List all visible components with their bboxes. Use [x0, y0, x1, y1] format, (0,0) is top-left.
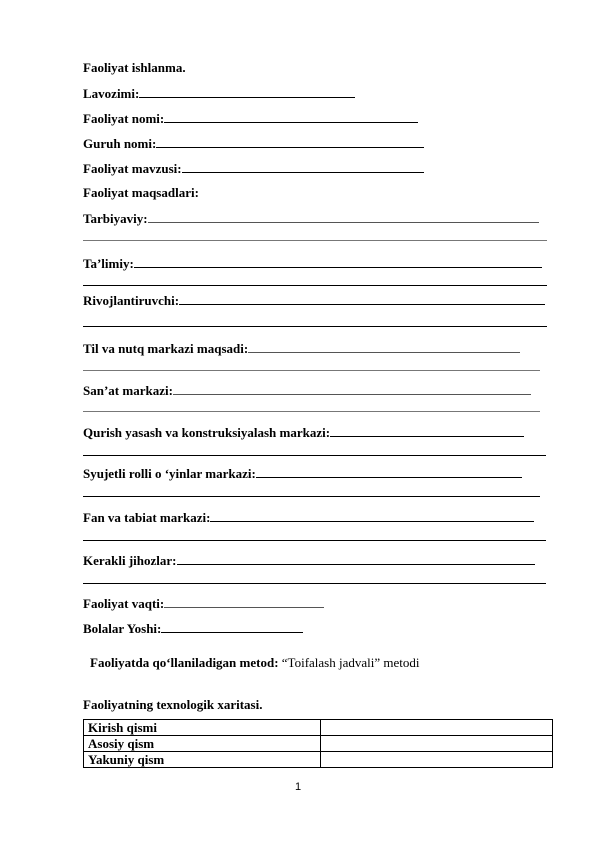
qurish-blank[interactable] — [330, 424, 524, 437]
method-value: “Toifalash jadvali” metodi — [281, 655, 420, 670]
fan-va-tabiat-label: Fan va tabiat markazi: — [83, 510, 211, 525]
fan-va-tabiat-continuation-line[interactable] — [83, 540, 546, 541]
talimiy-row — [83, 255, 542, 272]
syujetli-label: Syujetli rolli o ‘yinlar markazi: — [83, 466, 256, 481]
kerakli-jihozlar-blank[interactable] — [177, 552, 535, 565]
document-title — [83, 60, 186, 76]
tech-map-content-cell[interactable] — [321, 720, 553, 736]
qurish-label: Qurish yasash va konstruksiyalash markazi: — [83, 425, 331, 440]
faoliyat-mavzusi-blank[interactable] — [182, 160, 424, 173]
tech-map-title — [83, 697, 262, 713]
kerakli-jihozlar-row — [83, 552, 535, 569]
document-title-text: Faoliyat ishlanma. — [83, 60, 186, 75]
rivojlantiruvchi-label: Rivojlantiruvchi: — [83, 293, 180, 308]
table-row — [84, 736, 553, 752]
tarbiyaviy-label: Tarbiyaviy: — [83, 211, 148, 226]
tech-map-content-cell[interactable] — [321, 736, 553, 752]
tech-map-table — [83, 719, 553, 768]
lavozimi-label: Lavozimi: — [83, 86, 140, 101]
talimiy-continuation-line[interactable] — [83, 285, 547, 286]
faoliyat-maqsadlari-row — [83, 185, 199, 201]
kerakli-jihozlar-continuation-line[interactable] — [83, 583, 546, 584]
tech-map-title-text: Faoliyatning texnologik xaritasi. — [83, 697, 263, 712]
sanat-row — [83, 382, 531, 399]
lavozimi-blank[interactable] — [139, 85, 355, 98]
rivojlantiruvchi-row — [83, 292, 545, 309]
til-va-nutq-blank[interactable] — [248, 340, 520, 353]
syujetli-continuation-line[interactable] — [83, 496, 540, 497]
tarbiyaviy-blank[interactable] — [148, 210, 539, 223]
tech-map-stage-cell: Yakuniy qism — [84, 752, 321, 768]
guruh-nomi-row — [83, 135, 424, 152]
talimiy-label: Ta’limiy: — [83, 256, 134, 271]
faoliyat-mavzusi-row — [83, 160, 424, 177]
lavozimi-row — [83, 85, 355, 102]
method-label: Faoliyatda qo‘llaniladigan metod: — [90, 655, 279, 670]
kerakli-jihozlar-label: Kerakli jihozlar: — [83, 553, 177, 568]
tarbiyaviy-row — [83, 210, 539, 227]
tech-map-stage-cell: Kirish qismi — [84, 720, 321, 736]
table-row — [84, 720, 553, 736]
faoliyat-nomi-label: Faoliyat nomi: — [83, 111, 165, 126]
faoliyat-vaqti-blank[interactable] — [164, 595, 324, 608]
til-va-nutq-continuation-line[interactable] — [83, 370, 540, 371]
fan-va-tabiat-row — [83, 509, 534, 526]
method-paragraph — [90, 654, 432, 671]
syujetli-blank[interactable] — [256, 465, 522, 478]
tarbiyaviy-continuation-line[interactable] — [83, 240, 547, 241]
bolalar-yoshi-blank[interactable] — [161, 620, 303, 633]
tech-map-stage-cell: Asosiy qism — [84, 736, 321, 752]
faoliyat-maqsadlari-label: Faoliyat maqsadlari: — [83, 185, 199, 200]
sanat-blank[interactable] — [173, 382, 531, 395]
til-va-nutq-row — [83, 340, 520, 357]
sanat-continuation-line[interactable] — [83, 411, 540, 412]
bolalar-yoshi-row — [83, 620, 303, 637]
talimiy-blank[interactable] — [134, 255, 542, 268]
rivojlantiruvchi-blank[interactable] — [179, 292, 545, 305]
faoliyat-nomi-row — [83, 110, 418, 127]
guruh-nomi-blank[interactable] — [156, 135, 424, 148]
fan-va-tabiat-blank[interactable] — [210, 509, 534, 522]
faoliyat-nomi-blank[interactable] — [164, 110, 418, 123]
qurish-row — [83, 424, 524, 441]
rivojlantiruvchi-continuation-line[interactable] — [83, 326, 547, 327]
qurish-continuation-line[interactable] — [83, 455, 546, 456]
sanat-label: San’at markazi: — [83, 383, 173, 398]
syujetli-row — [83, 465, 522, 482]
table-row — [84, 752, 553, 768]
faoliyat-mavzusi-label: Faoliyat mavzusi: — [83, 161, 182, 176]
bolalar-yoshi-label: Bolalar Yoshi: — [83, 621, 162, 636]
guruh-nomi-label: Guruh nomi: — [83, 136, 157, 151]
til-va-nutq-label: Til va nutq markazi maqsadi: — [83, 341, 249, 356]
faoliyat-vaqti-label: Faoliyat vaqti: — [83, 596, 165, 611]
tech-map-content-cell[interactable] — [321, 752, 553, 768]
page-number: 1 — [294, 781, 302, 793]
faoliyat-vaqti-row — [83, 595, 324, 612]
